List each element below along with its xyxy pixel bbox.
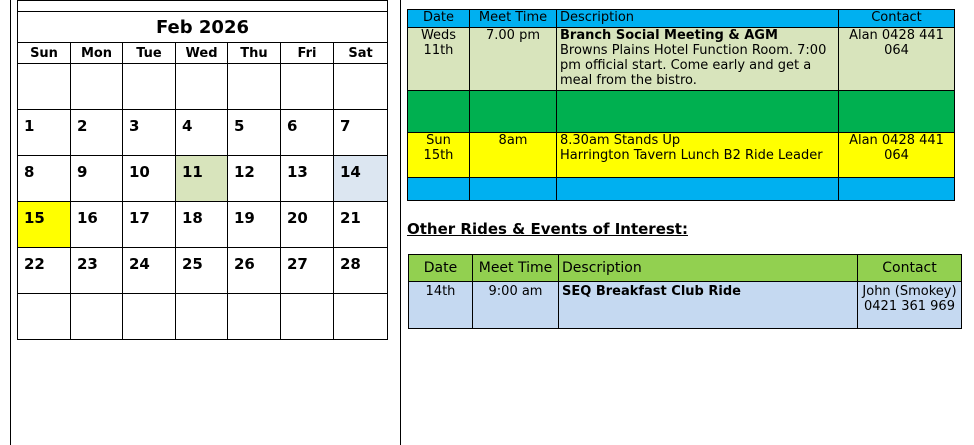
event-date: 14th <box>409 282 473 329</box>
center-frame-line <box>400 0 401 445</box>
calendar-day-number: 19 <box>234 209 255 227</box>
calendar-day-cell <box>334 294 388 340</box>
calendar-day-number: 26 <box>234 255 255 273</box>
calendar-day-cell <box>176 248 228 294</box>
calendar-day-number: 28 <box>340 255 361 273</box>
weekday-header: Sun <box>18 43 71 64</box>
ride-description <box>557 178 839 201</box>
header-description: Description <box>557 10 839 28</box>
calendar-day-number: 12 <box>234 163 255 181</box>
event-contact: John (Smokey) 0421 361 969 <box>858 282 962 329</box>
calendar-day-cell <box>334 202 388 248</box>
calendar-day-number <box>71 64 122 71</box>
calendar-day-cell <box>71 156 123 202</box>
weekday-header: Tue <box>123 43 176 64</box>
calendar-day-cell <box>176 294 228 340</box>
month-calendar <box>17 0 388 340</box>
header-date: Date <box>408 10 470 28</box>
calendar-day-cell <box>123 64 176 110</box>
calendar-day-cell <box>334 156 388 202</box>
ride-detail: Browns Plains Hotel Function Room. 7:00 pm official start. Come early and get a meal from the bistro. <box>560 43 827 88</box>
calendar-day-cell <box>71 294 123 340</box>
calendar-day-number: 27 <box>287 255 308 273</box>
header-contact: Contact <box>839 10 955 28</box>
ride-title: 8.30am Stands Up <box>560 133 681 148</box>
calendar-day-cell <box>71 248 123 294</box>
weekday-header: Fri <box>281 43 334 64</box>
calendar-day-number: 9 <box>77 163 88 181</box>
header-description: Description <box>559 255 858 282</box>
table-row <box>408 178 955 201</box>
calendar-day-number <box>228 294 280 301</box>
calendar-day-cell <box>228 64 281 110</box>
calendar-day-number: 13 <box>287 163 308 181</box>
calendar-day-cell <box>281 294 334 340</box>
calendar-day-number: 15 <box>24 209 45 227</box>
calendar-day-number: 23 <box>77 255 98 273</box>
calendar-day-number: 8 <box>24 163 35 181</box>
calendar-day-cell <box>228 202 281 248</box>
header-meet-time: Meet Time <box>473 255 559 282</box>
header-meet-time: Meet Time <box>470 10 557 28</box>
calendar-week-row <box>18 248 388 294</box>
calendar-day-number <box>176 294 227 301</box>
calendar-day-cell <box>123 156 176 202</box>
calendar-day-number: 3 <box>129 117 140 135</box>
ride-meet-time <box>470 91 557 133</box>
other-events-heading: Other Rides & Events of Interest: <box>407 220 688 238</box>
weekday-header: Wed <box>176 43 228 64</box>
calendar-month-title: Feb 2026 <box>18 12 388 43</box>
ride-date <box>408 178 470 201</box>
ride-detail: Harrington Tavern Lunch B2 Ride Leader <box>560 148 823 163</box>
calendar-day-cell <box>123 202 176 248</box>
calendar-day-cell <box>123 294 176 340</box>
calendar-day-cell <box>228 156 281 202</box>
calendar-day-cell <box>18 294 71 340</box>
ride-contact: Alan 0428 441 064 <box>839 133 955 178</box>
calendar-day-number: 24 <box>129 255 150 273</box>
calendar-day-cell <box>71 64 123 110</box>
calendar-day-cell <box>281 202 334 248</box>
event-description: SEQ Breakfast Club Ride <box>559 282 858 329</box>
calendar-day-cell <box>71 202 123 248</box>
ride-date: Weds 11th <box>408 28 470 91</box>
table-row <box>409 282 962 329</box>
calendar-day-number <box>176 64 227 71</box>
calendar-day-cell <box>18 248 71 294</box>
calendar-day-cell <box>228 294 281 340</box>
table-row <box>408 91 955 133</box>
weekday-header: Mon <box>71 43 123 64</box>
calendar-day-number <box>18 294 70 301</box>
calendar-day-number: 11 <box>182 163 203 181</box>
calendar-day-number <box>228 64 280 71</box>
ride-contact: Alan 0428 441 064 <box>839 28 955 91</box>
calendar-day-cell <box>334 248 388 294</box>
calendar-week-row <box>18 294 388 340</box>
table-row <box>408 133 955 178</box>
calendar-day-number: 18 <box>182 209 203 227</box>
weekday-header: Sat <box>334 43 388 64</box>
event-meet-time: 9:00 am <box>473 282 559 329</box>
calendar-day-number <box>334 294 387 301</box>
calendar-day-cell <box>281 156 334 202</box>
calendar-day-number: 22 <box>24 255 45 273</box>
calendar-day-cell <box>123 110 176 156</box>
calendar-week-row <box>18 110 388 156</box>
calendar-day-number: 21 <box>340 209 361 227</box>
calendar-day-cell <box>281 64 334 110</box>
calendar-day-number: 25 <box>182 255 203 273</box>
ride-date <box>408 91 470 133</box>
calendar-day-number: 6 <box>287 117 298 135</box>
calendar-week-row <box>18 156 388 202</box>
ride-meet-time: 7.00 pm <box>470 28 557 91</box>
calendar-day-cell <box>18 64 71 110</box>
calendar-top-strip <box>18 1 388 12</box>
calendar-day-cell <box>228 110 281 156</box>
calendar-day-cell <box>18 110 71 156</box>
calendar-day-number <box>281 64 333 71</box>
calendar-day-cell <box>334 110 388 156</box>
calendar-day-cell <box>18 202 71 248</box>
header-contact: Contact <box>858 255 962 282</box>
ride-description <box>557 91 839 133</box>
ride-contact <box>839 178 955 201</box>
ride-title: Branch Social Meeting & AGM <box>560 28 778 43</box>
calendar-day-number <box>123 64 175 71</box>
ride-date: Sun 15th <box>408 133 470 178</box>
calendar-week-row <box>18 202 388 248</box>
calendar-day-number: 7 <box>340 117 351 135</box>
calendar-day-cell <box>176 156 228 202</box>
left-frame-line <box>10 0 11 445</box>
header-date: Date <box>409 255 473 282</box>
calendar-day-number: 16 <box>77 209 98 227</box>
ride-meet-time <box>470 178 557 201</box>
calendar-day-number: 14 <box>340 163 361 181</box>
calendar-day-number: 20 <box>287 209 308 227</box>
other-events-table <box>408 254 962 329</box>
calendar-day-cell <box>123 248 176 294</box>
calendar-day-cell <box>281 110 334 156</box>
calendar-day-cell <box>281 248 334 294</box>
ride-contact <box>839 91 955 133</box>
weekday-header: Thu <box>228 43 281 64</box>
calendar-day-number <box>281 294 333 301</box>
calendar-day-cell <box>228 248 281 294</box>
calendar-day-number: 2 <box>77 117 88 135</box>
calendar-day-number <box>18 64 70 71</box>
calendar-day-cell <box>176 64 228 110</box>
calendar-day-number: 1 <box>24 117 35 135</box>
ride-description <box>557 133 839 178</box>
calendar-day-number <box>123 294 175 301</box>
calendar-day-cell <box>176 110 228 156</box>
calendar-day-cell <box>71 110 123 156</box>
calendar-day-cell <box>334 64 388 110</box>
calendar-day-number <box>71 294 122 301</box>
calendar-day-cell <box>18 156 71 202</box>
ride-description <box>557 28 839 91</box>
calendar-day-number: 4 <box>182 117 193 135</box>
table-row <box>408 28 955 91</box>
calendar-week-row <box>18 64 388 110</box>
calendar-day-number: 17 <box>129 209 150 227</box>
calendar-day-number: 10 <box>129 163 150 181</box>
calendar-day-cell <box>176 202 228 248</box>
calendar-day-number: 5 <box>234 117 245 135</box>
branch-rides-table <box>407 9 955 201</box>
calendar-day-number <box>334 64 387 71</box>
ride-meet-time: 8am <box>470 133 557 178</box>
